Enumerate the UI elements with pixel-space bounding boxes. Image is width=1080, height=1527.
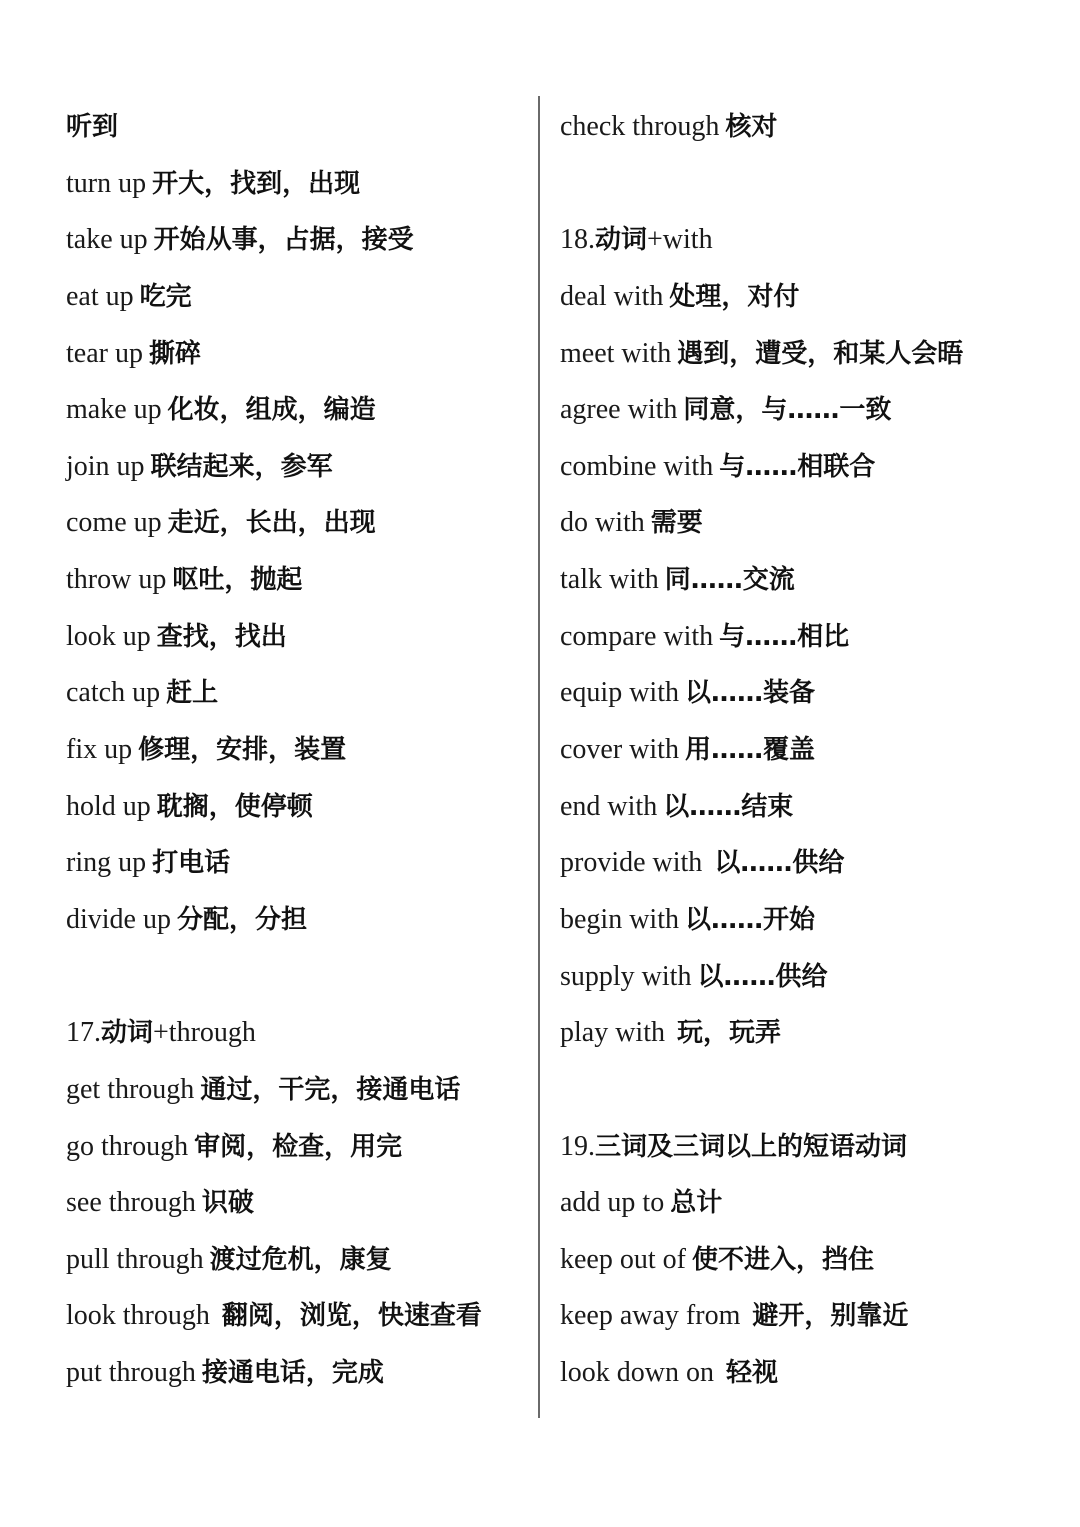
list-item [560,268,1030,325]
section-title-en: +through [153,1017,256,1049]
phrase-en: supply with [560,960,692,992]
list-item [560,551,1030,608]
meaning-zh: 撕碎 [148,338,201,369]
list-item [560,1174,1030,1231]
phrase-en: join up [66,450,145,482]
phrase-en: put through [66,1357,196,1389]
right-column [560,98,1030,1401]
phrase-en: play with [560,1017,665,1049]
phrase-en: combine with [560,450,714,482]
list-item [66,381,531,438]
section-heading [560,1118,1030,1175]
phrase-en: agree with [560,394,678,426]
list-item [560,948,1030,1005]
phrase-en: begin with [560,903,679,935]
list-item [66,1344,531,1401]
list-item [66,155,531,212]
list-item [560,438,1030,495]
left-column [66,98,531,1401]
meaning-zh: 与……相比 [719,621,850,652]
section-heading [560,211,1030,268]
meaning-zh: 总计 [670,1188,723,1219]
list-item [66,664,531,721]
phrase-en: compare with [560,620,714,652]
phrase-en: keep away from [560,1300,741,1332]
phrase-en: hold up [66,790,151,822]
list-item [560,891,1030,948]
meaning-zh: 与……相联合 [719,451,876,482]
meaning-zh: 避开，别靠近 [752,1301,909,1332]
phrase-en: catch up [66,677,161,709]
phrase-en: deal with [560,280,664,312]
meaning-zh: 联结起来，参军 [150,451,333,482]
meaning-zh: 识破 [201,1188,254,1219]
meaning-zh: 使不进入，挡住 [691,1244,874,1275]
list-item [66,211,531,268]
meaning-zh: 遇到，遭受，和某人会晤 [677,338,964,369]
list-item [560,1004,1030,1061]
meaning-zh: 处理，对付 [669,281,800,312]
list-item [560,381,1030,438]
column-divider [538,96,540,1418]
phrase-en: turn up [66,167,147,199]
phrase-en: ring up [66,847,147,879]
list-item [66,494,531,551]
phrase-en: eat up [66,280,134,312]
list-item [66,778,531,835]
phrase-en: throw up [66,564,167,596]
list-item [66,721,531,778]
meaning-zh: 翻阅，浏览，快速查看 [221,1301,482,1332]
list-item [560,1344,1030,1401]
list-item [560,834,1030,891]
meaning-zh: 以……开始 [685,904,816,935]
meaning-zh: 开大，找到，出现 [152,168,361,199]
list-item [560,721,1030,778]
list-item [66,438,531,495]
list-item [66,268,531,325]
meaning-zh: 通过，干完，接通电话 [200,1074,461,1105]
phrase-en: cover with [560,734,679,766]
meaning-zh: 打电话 [152,848,231,879]
list-item [66,1174,531,1231]
meaning-zh: 耽搁，使停顿 [156,791,313,822]
list-item [560,1287,1030,1344]
section-title-en: +with [647,224,713,256]
list-item [66,98,531,155]
meaning-zh: 玩，玩弄 [677,1018,782,1049]
phrase-en: fix up [66,734,133,766]
list-item [560,325,1030,382]
list-item [66,1061,531,1118]
meaning-zh: 以……装备 [685,678,816,709]
list-item [66,891,531,948]
section-number: 18. [560,224,595,256]
phrase-en: add up to [560,1187,665,1219]
meaning-zh: 赶上 [166,678,219,709]
meaning-zh: 同意，与……一致 [683,395,892,426]
phrase-en: go through [66,1130,189,1162]
meaning-zh: 接通电话，完成 [201,1358,384,1389]
list-item [560,608,1030,665]
meaning-zh: 轻视 [726,1358,779,1389]
list-item [66,325,531,382]
phrase-en: divide up [66,903,171,935]
meaning-zh: 呕吐，抛起 [172,565,303,596]
meaning-zh: 同……交流 [664,565,795,596]
meaning-zh: 渡过危机，康复 [209,1244,392,1275]
phrase-en: meet with [560,337,672,369]
phrase-en: check through [560,111,720,142]
phrase-en: see through [66,1187,196,1219]
meaning-zh: 走近，长出，出现 [167,508,376,539]
phrase-en: tear up [66,337,143,369]
list-item [560,98,1030,155]
phrase-en: come up [66,507,162,539]
list-item [560,664,1030,721]
meaning-zh: 用……覆盖 [684,735,815,766]
meaning-zh: 以……供给 [697,961,828,992]
list-item [560,1231,1030,1288]
section-number: 19. [560,1130,595,1162]
section-title-zh: 动词 [101,1018,154,1049]
phrase-en: talk with [560,564,659,596]
list-item [66,1287,531,1344]
phrase-en: get through [66,1073,195,1105]
section-heading [66,1004,531,1061]
meaning-zh: 吃完 [139,281,192,312]
list-item [66,1231,531,1288]
meaning-zh: 修理，安排，装置 [138,735,347,766]
section-title-zh: 三词及三词以上的短语动词 [595,1131,908,1162]
section-title-zh: 动词 [595,225,648,256]
phrase-en: do with [560,507,645,539]
phrase-en: look up [66,620,151,652]
meaning-zh: 化妆，组成，编造 [167,395,376,426]
phrase-en: keep out of [560,1243,686,1275]
meaning-zh: 以……供给 [714,848,845,879]
phrase-en: pull through [66,1243,204,1275]
section-number: 17. [66,1017,101,1049]
list-item [66,834,531,891]
phrase-en: make up [66,394,162,426]
phrase-en: take up [66,224,148,256]
list-item [560,778,1030,835]
phrase-en: provide with [560,847,703,879]
meaning-zh: 听到 [66,112,119,142]
phrase-en: end with [560,790,658,822]
meaning-zh: 分配，分担 [177,904,308,935]
phrase-en: look through [66,1300,210,1332]
meaning-zh: 核对 [725,112,778,142]
list-item [66,608,531,665]
blank-line [560,155,1030,212]
phrase-en: equip with [560,677,679,709]
phrase-en: look down on [560,1357,714,1389]
meaning-zh: 开始从事，占据，接受 [153,225,414,256]
blank-line [560,1061,1030,1118]
meaning-zh: 需要 [650,508,703,539]
list-item [560,494,1030,551]
list-item [66,551,531,608]
meaning-zh: 以……结束 [663,791,794,822]
meaning-zh: 审阅，检查，用完 [194,1131,403,1162]
list-item [66,1118,531,1175]
blank-line [66,948,531,1005]
meaning-zh: 查找，找出 [156,621,287,652]
